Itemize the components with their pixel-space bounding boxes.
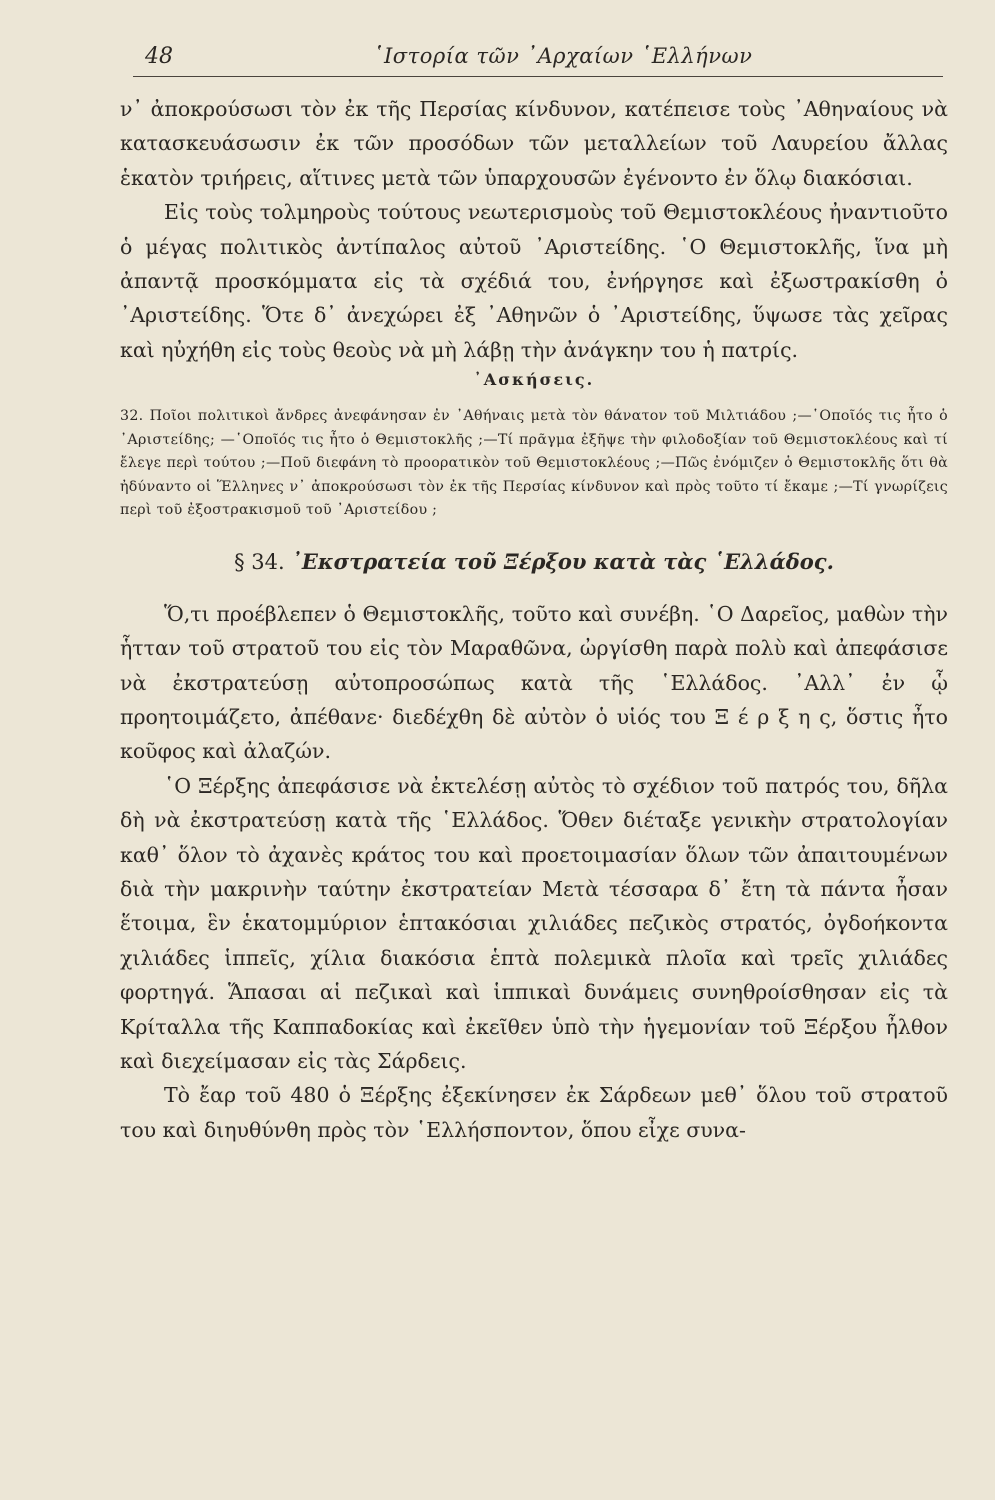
section-heading [120, 545, 948, 579]
paragraph-1: ν᾿ ἀποκρούσωσι τὸν ἐκ τῆς Περσίας κίνδυνον, κατέπεισε τοὺς ᾿Αθηναίους νὰ κατασκευάσωσιν ἐκ τῶν προσόδων τῶν μεταλλείων τοῦ Λαυρείου ἄλλας ἑκατὸν τριήρεις, αἵτινες μετὰ τῶν ὑπαρχουσῶν ἐγένοντο ἐν ὅλῳ διακόσιαι. [120, 97, 948, 190]
paragraph-3: Ὅ,τι προέβλεπεν ὁ Θεμιστοκλῆς, τοῦτο καὶ συνέβη. ῾Ο Δαρεῖος, μαθὼν τὴν ἧτταν τοῦ στρατοῦ του εἰς τὸν Μαραθῶνα, ὠργίσθη παρὰ πολὺ καὶ ἀπεφάσισε νὰ ἐκστρατεύσῃ αὐτοπροσώπως κατὰ τῆς ῾Ελλάδος. ᾿Αλλ᾿ ἐν ᾧ προητοιμάζετο, ἀπέθανε· διεδέχθη δὲ αὐτὸν ὁ υἱός του Ξ έ ρ ξ η ς, ὅστις ἦτο κοῦφος καὶ ἀλαζών. [120, 601, 948, 764]
page-header [133, 44, 943, 78]
section-title: ᾿Εκστρατεία τοῦ Ξέρξου κατὰ τὰς ῾Ελλάδος. [291, 548, 834, 574]
paragraph-4: ῾Ο Ξέρξης ἀπεφάσισε νὰ ἐκτελέσῃ αὐτὸς τὸ σχέδιον τοῦ πατρός του, δῆλα δὴ νὰ ἐκστρατεύσῃ κατὰ τῆς ῾Ελλάδος. Ὅθεν διέταξε γενικὴν στρατολογίαν καθ᾿ ὅλον τὸ ἀχανὲς κράτος του καὶ προετοιμασίαν ὅλων τῶν ἀπαιτουμένων διὰ τὴν μακρινὴν ταύτην ἐκστρατείαν Μετὰ τέσσαρα δ᾿ ἔτη τὰ πάντα ἦσαν ἕτοιμα, ἓν ἑκατομμύριον ἑπτακόσιαι χιλιάδες πεζικὸς στρατός, ὀγδοήκοντα χιλιάδες ἱππεῖς, χίλια διακόσια ἑπτὰ πολεμικὰ πλοῖα καὶ τρεῖς χιλιάδες φορτηγά. Ἅπασαι αἱ πεζικαὶ καὶ ἱππικαὶ δυνάμεις συνηθροίσθησαν εἰς τὰ Κρίταλλα τῆς Καππαδοκίας καὶ ἐκεῖθεν ὑπὸ τὴν ἡγεμονίαν τοῦ Ξέρξου ἦλθον καὶ διεχείμασαν εἰς τὰς Σάρδεις. [120, 773, 948, 1074]
page-number: 48 [145, 44, 173, 69]
exercises-heading: ᾿Ασκήσεις. [473, 370, 595, 390]
paragraph-2: Εἰς τοὺς τολμηροὺς τούτους νεωτερισμοὺς τοῦ Θεμιστοκλέους ἠναντιοῦτο ὁ μέγας πολιτικὸς ἀντίπαλος αὐτοῦ ᾿Αριστείδης. ῾Ο Θεμιστοκλῆς, ἵνα μὴ ἀπαντᾷ προσκόμματα εἰς τὰ σχέδιά του, ἐνήργησε καὶ ἐξωστρακίσθη ὁ ᾿Αριστείδης. Ὅτε δ᾿ ἀνεχώρει ἐξ ᾿Αθηνῶν ὁ ᾿Αριστείδης, ὕψωσε τὰς χεῖρας καὶ ηὐχήθη εἰς τοὺς θεοὺς νὰ μὴ λάβῃ τὴν ἀνάγκην του ἡ πατρίς. [120, 200, 948, 362]
exercises-text: 32. Ποῖοι πολιτικοὶ ἄνδρες ἀνεφάνησαν ἐν ᾿Αθήναις μετὰ τὸν θάνατον τοῦ Μιλτιάδου ;—῾Οποῖός τις ἦτο ὁ ᾿Αριστείδης; —῾Οποῖός τις ἦτο ὁ Θεμιστοκλῆς ;—Τί πρᾶγμα ἐξῆψε τὴν φιλοδοξίαν τοῦ Θεμιστοκλέους καὶ τί ἔλεγε περὶ τούτου ;—Ποῦ διεφάνη τὸ προορατικὸν τοῦ Θεμιστοκλέους ;—Πῶς ἐνόμιζεν ὁ Θεμιστοκλῆς ὅτι θὰ ἠδύναντο οἱ Ἕλληνες ν᾿ ἀποκρούσωσι τὸν ἐκ τῆς Περσίας κίνδυνον καὶ πρὸς τοῦτο τί ἔκαμε ;—Τί γνωρίζεις περὶ τοῦ ἐξοστρακισμοῦ τοῦ ᾿Αριστείδου ; [120, 408, 948, 519]
running-title: ῾Ιστορία τῶν ᾿Αρχαίων ῾Ελλήνων [373, 44, 753, 68]
section-number: § 34. [234, 549, 285, 574]
paragraph-5: Τὸ ἔαρ τοῦ 480 ὁ Ξέρξης ἐξεκίνησεν ἐκ Σάρδεων μεθ᾿ ὅλου τοῦ στρατοῦ του καὶ διηυθύνθη πρὸς τὸν ῾Ελλήσποντον, ὅπου εἶχε συνα- [120, 1083, 948, 1142]
body-text [120, 92, 948, 1147]
header-rule [133, 76, 943, 77]
